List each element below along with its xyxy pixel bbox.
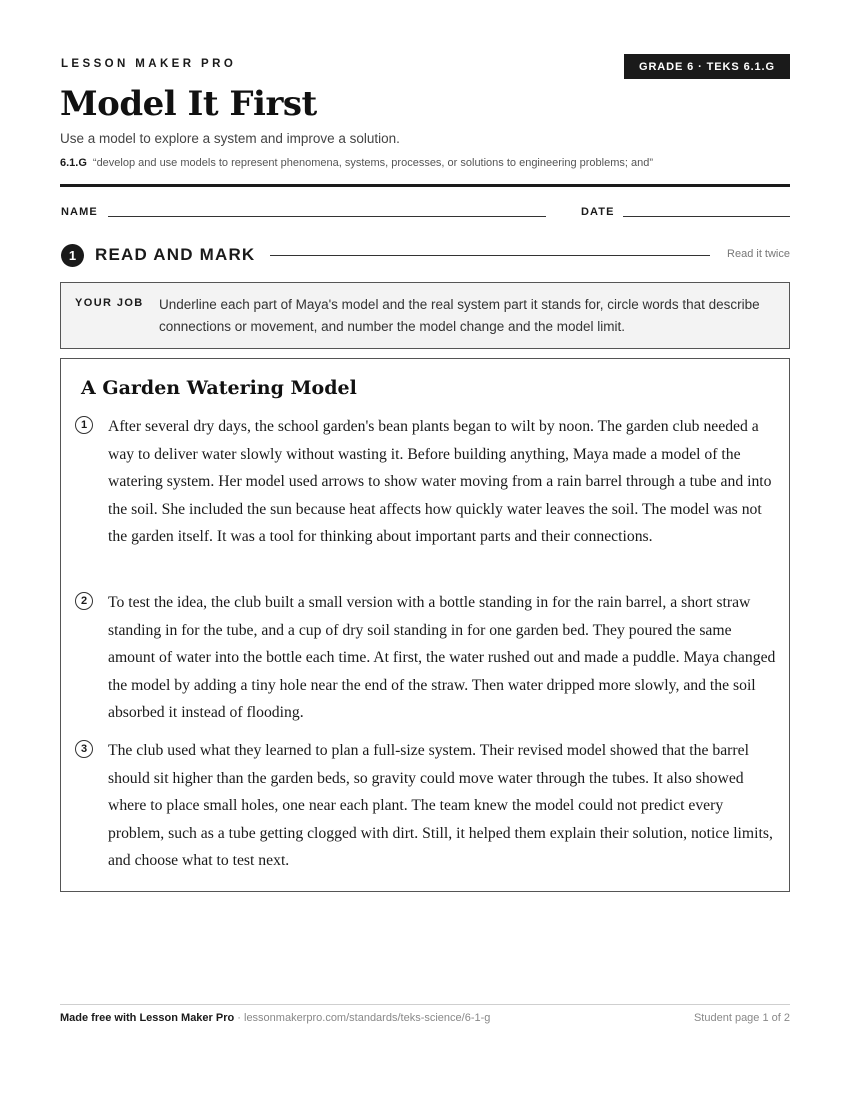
your-job-text: Underline each part of Maya's model and the real system part it stands for, circle words that describe connections or movement, and number the model change and the model limit. [159, 297, 760, 334]
paragraph-number-1: 1 [75, 416, 93, 434]
standard-line [60, 157, 653, 169]
section-title: READ AND MARK [95, 245, 256, 264]
name-field[interactable] [108, 216, 546, 217]
section-divider [270, 255, 710, 256]
footer-credit [60, 1012, 490, 1024]
page-subtitle: Use a model to explore a system and improve a solution. [60, 131, 400, 146]
section-number-badge: 1 [61, 244, 84, 267]
section-hint: Read it twice [727, 248, 790, 260]
your-job-box [60, 282, 790, 349]
footer-page-number: Student page 1 of 2 [693, 1012, 790, 1024]
brand-name: LESSON MAKER PRO [61, 58, 237, 70]
your-job-label: YOUR JOB [75, 297, 144, 309]
footer-separator: · [234, 1012, 244, 1024]
paragraph-3: The club used what they learned to plan a full-size system. Their revised model showed that the barrel should sit higher than the garden beds, so gravity could move water through the tubes. It also showed where to place small holes, one near each plant. The team knew the model could not predict every problem, such as a tube getting clogged with dirt. Still, it helped them explain their solution, notice limits, and choose what to test next. [108, 742, 773, 869]
standard-text: “develop and use models to represent phenomena, systems, processes, or solutions to engineering problems; and” [92, 157, 653, 169]
date-label: DATE [581, 206, 615, 218]
reading-passage-box [60, 358, 790, 892]
date-field[interactable] [623, 216, 790, 217]
paragraph-1: After several dry days, the school garden's bean plants began to wilt by noon. The garden club needed a way to deliver water slowly without wasting it. Before building anything, Maya made a model of the watering system. Her model used arrows to show water moving from a rain barrel through a tube and into the soil. She included the sun because heat affects how quickly water leaves the soil. The model was not the garden itself. It was a tool for thinking about important parts and their connections. [108, 418, 772, 545]
footer-made-with: Made free with Lesson Maker Pro [60, 1012, 235, 1024]
standard-code: 6.1.G [60, 157, 87, 169]
name-label: NAME [61, 206, 98, 218]
footer-url-link[interactable]: lessonmakerpro.com/standards/teks-science/6-1-g [244, 1012, 491, 1024]
header-divider [60, 184, 790, 187]
paragraph-number-2: 2 [75, 592, 93, 610]
footer-divider [60, 1004, 790, 1005]
reading-title: A Garden Watering Model [81, 377, 357, 399]
grade-badge: GRADE 6 · TEKS 6.1.G [624, 54, 790, 79]
paragraph-number-3: 3 [75, 740, 93, 758]
page-title: Model It First [60, 84, 317, 124]
paragraph-2: To test the idea, the club built a small version with a bottle standing in for the rain barrel, a short straw standing in for the tube, and a cup of dry soil standing in for one garden bed. They poured the same amount of water into the bottle each time. At first, the water rushed out and made a puddle. Maya changed the model by adding a tiny hole near the end of the straw. Then water dripped more slowly, and the soil absorbed it instead of flooding. [108, 594, 776, 721]
